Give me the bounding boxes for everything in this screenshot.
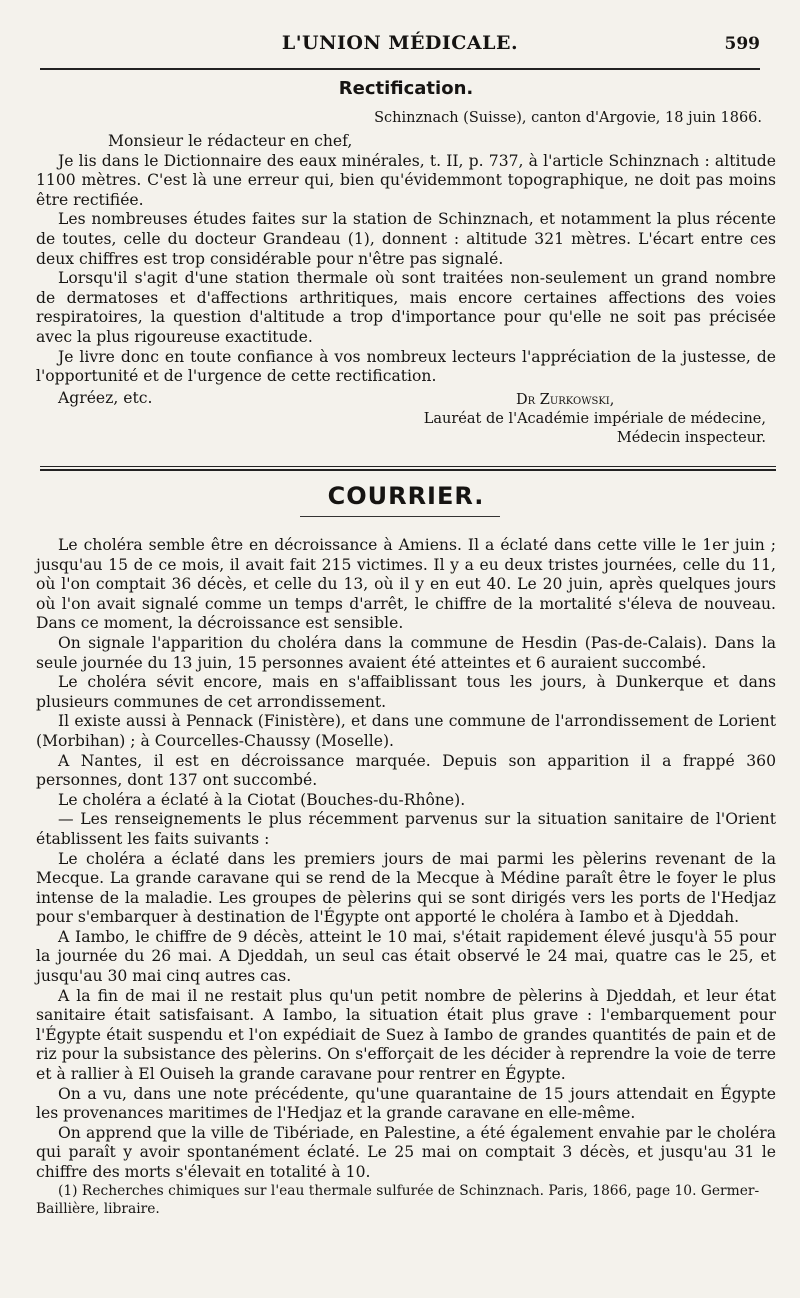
courrier-paragraph-8: Le choléra a éclaté dans les premiers jours de mai parmi les pèlerins revenant de la Mecque. La grande caravane qui se rend de la Mecque à Médine paraît être le foyer le plus intense de la maladie. Les groupes de pèlerins qui se sont dirigés vers les ports de l'Hedjaz pour s'embarquer à destination de l'Égypte ont apporté le choléra à Iambo et à Djeddah. (36, 849, 776, 927)
courrier-paragraph-5: A Nantes, il est en décroissance marquée. Depuis son apparition il a frappé 360 personnes, dont 137 ont succombé. (36, 751, 776, 790)
salutation: Monsieur le rédacteur en chef, (108, 132, 353, 150)
courrier-paragraph-11: On a vu, dans une note précédente, qu'une quarantaine de 15 jours attendait en Égypte les provenances maritimes de l'Hedjaz et la grande caravane en elle-même. (36, 1084, 776, 1123)
courrier-paragraph-12: On apprend que la ville de Tibériade, en Palestine, a été également envahie par le choléra qui paraît y avoir spontanément éclaté. Le 25 mai on comptait 3 décès, et jusqu'au 31 le chiffre des morts s'élevait en totalité à 10. (36, 1123, 776, 1181)
page-number: 599 (724, 34, 760, 54)
courrier-body (36, 536, 776, 1183)
rectification-paragraph-4: Je livre donc en toute confiance à vos nombreux lecteurs l'appréciation de la justesse, de l'opportunité et de l'urgence de cette rectification. (36, 347, 776, 386)
courrier-paragraph-4: Il existe aussi à Pennack (Finistère), et dans une commune de l'arrondissement de Lorient (Morbihan) ; à Courcelles-Chaussy (Moselle). (36, 712, 776, 750)
rectification-paragraph-2: Les nombreuses études faites sur la station de Schinznach, et notamment la plus récente de toutes, celle du docteur Grandeau (1), donnent : altitude 321 mètres. L'écart entre ces deux chiffres est trop considérable pour n'être pas signalé. (36, 210, 776, 268)
rectification-paragraph-3: Lorsqu'il s'agit d'une station thermale où sont traitées non-seulement un grand nombre de dermatoses et d'affections arthritiques, mais encore certaines affections des voies respiratoires, la question d'altitude a trop d'importance pour qu'elle ne soit pas précisée avec la plus rigoureuse exactitude. (36, 269, 776, 346)
courrier-paragraph-9: A Iambo, le chiffre de 9 décès, atteint le 10 mai, s'était rapidement élevé jusqu'à 55 pour la journée du 26 mai. A Djeddah, un seul cas était observé le 24 mai, quatre cas le 25, et jusqu'au 30 mai cinq autres cas. (36, 927, 776, 986)
signature-block (36, 387, 776, 447)
courrier-title: COURRIER. (327, 482, 485, 510)
courrier-paragraph-1: Le choléra semble être en décroissance à Amiens. Il a éclaté dans cette ville le 1er juin ; jusqu'au 15 de ce mois, il avait fait 215 victimes. Il y a eu deux tristes journées, celle du 11, où l'on comptait 36 décès, et celle du 13, où il y en eut 40. Le 20 juin, après quelques jours où l'on avait signalé comme un temps d'arrêt, le chiffre de la mortalité s'éleva de nouveau. Dans ce moment, la décroissance est sensible. (36, 536, 776, 633)
running-title: L'UNION MÉDICALE. (281, 32, 519, 54)
title-underline (300, 516, 500, 517)
courrier-paragraph-2: On signale l'apparition du choléra dans la commune de Hesdin (Pas-de-Calais). Dans la seule journée du 13 juin, 15 personnes avaient été atteintes et 6 auraient succombé. (36, 633, 776, 672)
courrier-paragraph-6: Le choléra a éclaté à la Ciotat (Bouches-du-Rhône). (58, 790, 466, 809)
footnote: (1) Recherches chimiques sur l'eau thermale sulfurée de Schinznach. Paris, 1866, page 10. Germer-Baillière, libraire. (36, 1183, 760, 1217)
signature-role: Médecin inspecteur. (616, 429, 766, 446)
header-rule (40, 68, 760, 70)
rectification-section (36, 78, 776, 447)
rectification-paragraph-1: Je lis dans le Dictionnaire des eaux minérales, t. II, p. 737, à l'article Schinznach : altitude 1100 mètres. C'est là une erreur qui, bien qu'évidemmont topographique, ne doit pas moins être rectifiée. (36, 151, 776, 209)
courrier-paragraph-7: — Les renseignements le plus récemment parvenus sur la situation sanitaire de l'Orient établissent les faits suivants : (36, 810, 776, 848)
rectification-title: Rectification. (338, 78, 474, 99)
footnote-block (36, 1182, 776, 1218)
courrier-paragraph-3: Le choléra sévit encore, mais en s'affaiblissant tous les jours, à Dunkerque et dans plusieurs communes de cet arrondissement. (36, 673, 776, 711)
signature-title: Lauréat de l'Académie impériale de médecine, (423, 410, 766, 427)
signature-name: Dr Zurkowski, (516, 391, 615, 408)
section-divider (40, 466, 776, 471)
courrier-paragraph-10: A la fin de mai il ne restait plus qu'un petit nombre de pèlerins à Djeddah, et leur état sanitaire était satisfaisant. A Iambo, la situation était plus grave : l'embarquement pour l'Égypte était suspendu et l'on expédiait de Suez à Iambo de grandes quantités de pain et de riz pour la subsistance des pèlerins. On s'efforçait de les décider à reprendre la voie de terre et à rallier à El Ouiseh la grande caravane pour rentrer en Égypte. (36, 986, 776, 1084)
dateline: Schinznach (Suisse), canton d'Argovie, 18 juin 1866. (374, 110, 762, 126)
courrier-section (36, 482, 776, 510)
closing: Agréez, etc. (58, 388, 153, 407)
page-header (40, 28, 760, 64)
